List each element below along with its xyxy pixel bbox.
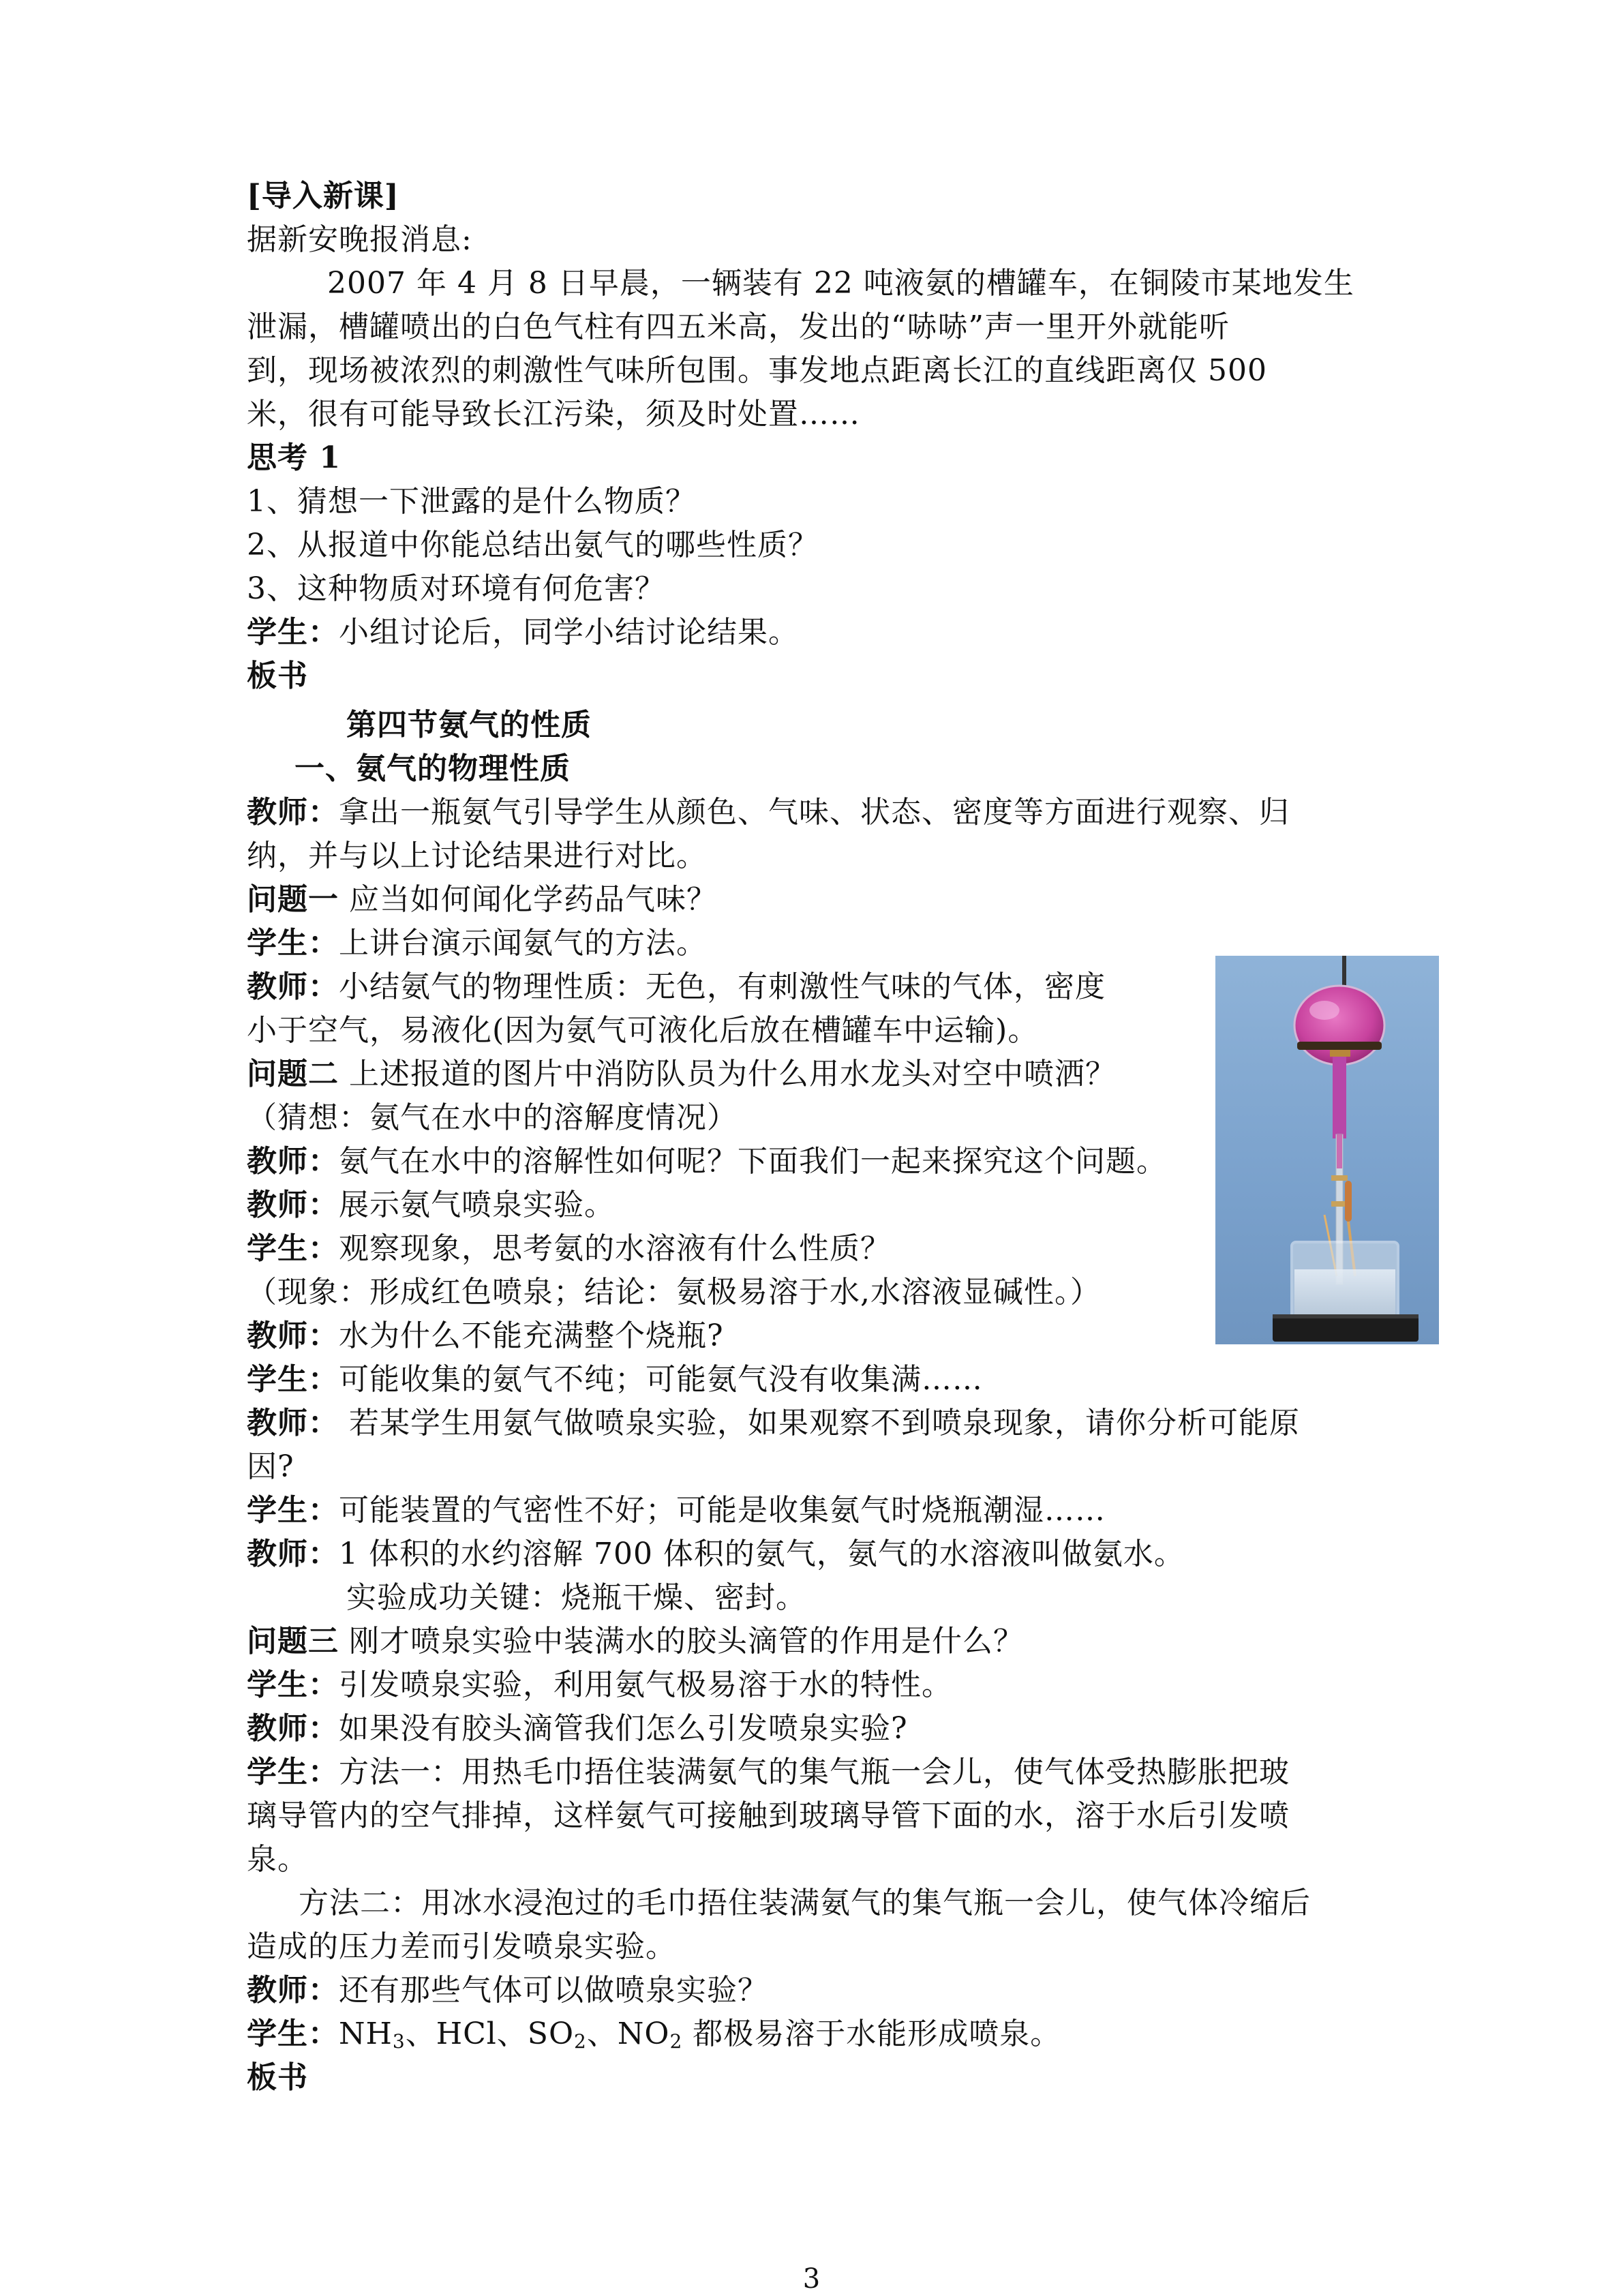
text-line: 据新安晚报消息: <box>247 222 472 257</box>
dialogue-line <box>247 1532 1185 1576</box>
text-line: （猜想：氨气在水中的溶解度情况） <box>247 1100 738 1135</box>
dialogue-text: 引发喷泉实验，利用氨气极易溶于水的特性。 <box>339 1667 952 1702</box>
text-line: （现象：形成红色喷泉；结论：氨极易溶于水,水溶液显碱性。） <box>247 1275 1101 1310</box>
text-line: 造成的压力差而引发喷泉实验。 <box>247 1929 676 1964</box>
rubber-dropper <box>1345 1181 1352 1222</box>
dialogue-line <box>247 1183 615 1227</box>
formula-text: $NH_3$、HCl、$SO_2$、$NO_2$ 都极易溶于水能形成喷泉。 <box>339 2016 1061 2053</box>
question-item: 1、猜想一下泄露的是什么物质？ <box>247 484 696 519</box>
dialogue-line <box>247 922 707 965</box>
speaker-label: 学生： <box>247 1231 339 1266</box>
text-line: 到，现场被浓烈的刺激性气味所包围。事发地点距离长江的直线距离仅 500 <box>247 353 1267 388</box>
dialogue-text: 若某学生用氨气做喷泉实验，如果观察不到喷泉现象，请你分析可能原 <box>339 1406 1300 1440</box>
tube-band <box>1331 1175 1348 1181</box>
flask-neck <box>1333 1057 1346 1138</box>
speaker-label: 教师： <box>247 969 339 1004</box>
stand-base-edge <box>1273 1314 1419 1318</box>
speaker-label: 教师： <box>247 1318 339 1353</box>
question-label: 问题三 <box>247 1624 339 1659</box>
dialogue-line <box>247 1489 1106 1532</box>
beaker-water <box>1294 1269 1395 1317</box>
dialogue-text: 刚才喷泉实验中装满水的胶头滴管的作用是什么？ <box>339 1624 1024 1659</box>
speaker-label: 学生： <box>247 926 339 961</box>
question-item: 3、这种物质对环境有何危害？ <box>247 571 665 606</box>
speaker-label: 教师： <box>247 1537 339 1571</box>
flask-highlight <box>1309 1001 1339 1020</box>
text-line: 方法二：用冰水浸泡过的毛巾捂住装满氨气的集气瓶一会儿，使气体冷缩后 <box>299 1886 1311 1920</box>
speaker-label: 学生： <box>247 1362 339 1397</box>
heading-think: 思考 1 <box>247 440 341 475</box>
clamp <box>1297 1042 1382 1050</box>
dialogue-line <box>247 1314 724 1358</box>
question-label: 问题二 <box>247 1057 339 1091</box>
dialogue-text: 可能装置的气密性不好；可能是收集氨气时烧瓶潮湿…… <box>339 1493 1106 1528</box>
dialogue-line <box>247 1620 1024 1663</box>
text-line: 泄漏，槽罐喷出的白色气柱有四五米高，发出的“哧哧”声一里开外就能听 <box>247 309 1230 344</box>
dialogue-text: 拿出一瓶氨气引导学生从颜色、气味、状态、密度等方面进行观察、归 <box>339 795 1290 830</box>
speaker-label: 教师： <box>247 1144 339 1179</box>
speaker-label: 学生： <box>247 2016 339 2051</box>
dialogue-line <box>247 1751 1290 1794</box>
dialogue-line <box>247 1358 983 1402</box>
text-line: 米，很有可能导致长江污染，须及时处置…… <box>247 397 860 432</box>
question-item: 2、从报道中你能总结出氨气的哪些性质？ <box>247 528 819 562</box>
dialogue-line <box>247 2012 1061 2056</box>
dialogue-line <box>247 965 1106 1009</box>
speaker-label: 教师： <box>247 1406 339 1440</box>
dialogue-text: 如果没有胶头滴管我们怎么引发喷泉实验? <box>339 1711 908 1746</box>
dialogue-line <box>247 791 1290 834</box>
heading-board: 板书 <box>247 2060 308 2095</box>
dialogue-line <box>247 1707 908 1751</box>
dialogue-text: 上述报道的图片中消防队员为什么用水龙头对空中喷洒？ <box>339 1057 1116 1091</box>
clamp-band <box>1330 1050 1350 1057</box>
speaker-label: 学生： <box>247 1755 339 1789</box>
speaker-label: 学生： <box>247 615 339 650</box>
dialogue-text: 方法一：用热毛巾捂住装满氨气的集气瓶一会儿，使气体受热膨胀把玻 <box>339 1755 1290 1789</box>
dialogue-text: 展示氨气喷泉实验。 <box>339 1188 615 1222</box>
question-label: 问题一 <box>247 882 339 917</box>
dialogue-text: 1 体积的水约溶解 700 体积的氨气，氨气的水溶液叫做氨水。 <box>339 1537 1185 1571</box>
dialogue-text: 可能收集的氨气不纯；可能氨气没有收集满…… <box>339 1362 983 1397</box>
text-line: 璃导管内的空气排掉，这样氨气可接触到玻璃导管下面的水，溶于水后引发喷 <box>247 1798 1290 1833</box>
section-title: 第四节氨气的性质 <box>346 708 592 742</box>
speaker-label: 教师： <box>247 1711 339 1746</box>
dialogue-text: 小结氨气的物理性质：无色，有刺激性气味的气体，密度 <box>339 969 1106 1004</box>
speaker-label: 学生： <box>247 1493 339 1528</box>
text-line: 小于空气，易液化(因为氨气可液化后放在槽罐车中运输)。 <box>247 1013 1039 1048</box>
dialogue-text: 水为什么不能充满整个烧瓶? <box>339 1318 724 1353</box>
text-line: 2007 年 4 月 8 日早晨，一辆装有 22 吨液氨的槽罐车，在铜陵市某地发生 <box>327 266 1354 301</box>
text-line: 纳，并与以上讨论结果进行对比。 <box>247 839 707 873</box>
dialogue-line <box>247 1227 891 1271</box>
speaker-label: 教师： <box>247 1188 339 1222</box>
tube-color <box>1337 1134 1342 1168</box>
dialogue-line <box>247 1140 1167 1183</box>
dialogue-text: 小组讨论后，同学小结讨论结果。 <box>339 615 799 650</box>
dialogue-line <box>247 878 717 922</box>
speaker-label: 学生： <box>247 1667 339 1702</box>
dialogue-text: 氨气在水中的溶解性如何呢？下面我们一起来探究这个问题。 <box>339 1144 1167 1179</box>
dialogue-text: 还有那些气体可以做喷泉实验？ <box>339 1973 768 2008</box>
dialogue-text: 观察现象，思考氨的水溶液有什么性质？ <box>339 1231 891 1266</box>
heading-intro: [导入新课] <box>247 179 399 213</box>
text-line: 实验成功关键：烧瓶干燥、密封。 <box>346 1580 806 1615</box>
fountain-experiment-photo <box>1215 956 1439 1344</box>
text-line: 泉。 <box>247 1842 308 1877</box>
heading-board: 板书 <box>247 659 308 693</box>
dialogue-line <box>247 1402 1300 1445</box>
speaker-label: 教师： <box>247 795 339 830</box>
page-number: 3 <box>802 2263 821 2295</box>
dialogue-line <box>247 611 799 654</box>
text-line: 因? <box>247 1449 294 1484</box>
dialogue-line <box>247 1053 1116 1096</box>
dialogue-text: 上讲台演示闻氨气的方法。 <box>339 926 707 961</box>
dialogue-text: 应当如何闻化学药品气味？ <box>339 882 717 917</box>
speaker-label: 教师： <box>247 1973 339 2008</box>
subsection-title: 一、氨气的物理性质 <box>294 751 571 786</box>
dialogue-line <box>247 1663 952 1707</box>
dialogue-line <box>247 1969 768 2012</box>
